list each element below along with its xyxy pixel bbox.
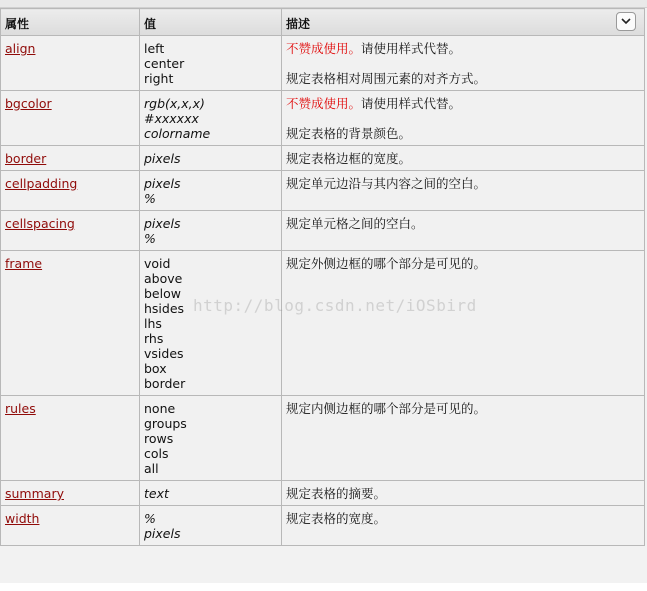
value-cell [140, 481, 282, 506]
description-line [286, 486, 640, 501]
value-item: rgb(x,x,x) [144, 96, 205, 111]
attribute-link-cellspacing[interactable]: cellspacing [5, 216, 75, 231]
description-line [286, 41, 640, 56]
table-row [1, 506, 645, 546]
value-item: % [144, 231, 156, 246]
table-row [1, 251, 645, 396]
description-text: 规定表格的背景颜色。 [286, 126, 412, 141]
value-cell [140, 506, 282, 546]
value-item: vsides [144, 346, 184, 361]
top-edge [0, 0, 647, 8]
attribute-link-bgcolor[interactable]: bgcolor [5, 96, 52, 111]
value-cell [140, 251, 282, 396]
header-value: 值 [140, 9, 282, 36]
value-item: % [144, 511, 156, 526]
value-cell [140, 146, 282, 171]
watermark: http://blog.csdn.net/iOSbird [193, 296, 477, 315]
description-line [286, 126, 640, 141]
header-attribute: 属性 [1, 9, 140, 36]
value-item: rows [144, 431, 174, 446]
description-text: 规定表格的摘要。 [286, 486, 387, 501]
attribute-cell [1, 481, 140, 506]
description-line [286, 216, 640, 231]
description-text: 规定表格的宽度。 [286, 511, 387, 526]
value-item: colorname [144, 126, 211, 141]
value-item: pixels [144, 176, 181, 191]
description-line [286, 176, 640, 191]
description-line [286, 151, 640, 166]
value-item: cols [144, 446, 169, 461]
description-line [286, 71, 640, 86]
value-item: rhs [144, 331, 164, 346]
value-item: center [144, 56, 185, 71]
description-line [286, 256, 640, 271]
description-text: 规定单元边沿与其内容之间的空白。 [286, 176, 487, 191]
description-cell [282, 211, 645, 251]
description-text: 请使用样式代替。 [361, 96, 462, 111]
value-item: box [144, 361, 167, 376]
description-cell [282, 396, 645, 481]
table-row [1, 396, 645, 481]
value-item: % [144, 191, 156, 206]
value-cell [140, 91, 282, 146]
description-text: 规定表格相对周围元素的对齐方式。 [286, 71, 487, 86]
description-text: 请使用样式代替。 [361, 41, 462, 56]
value-item: left [144, 41, 165, 56]
value-cell [140, 396, 282, 481]
value-item: border [144, 376, 186, 391]
attribute-cell [1, 91, 140, 146]
table-header-row [1, 9, 645, 36]
chevron-down-icon [621, 18, 631, 25]
description-text: 规定外侧边框的哪个部分是可见的。 [286, 256, 487, 271]
description-cell [282, 146, 645, 171]
description-line [286, 96, 640, 111]
value-item: pixels [144, 151, 181, 166]
deprecated-warning: 不赞成使用。 [286, 41, 362, 56]
value-item: pixels [144, 526, 181, 541]
value-item: lhs [144, 316, 162, 331]
description-text: 规定单元格之间的空白。 [286, 216, 424, 231]
description-cell [282, 481, 645, 506]
value-item: all [144, 461, 159, 476]
table-row [1, 211, 645, 251]
description-cell [282, 36, 645, 91]
attribute-link-cellpadding[interactable]: cellpadding [5, 176, 78, 191]
table-row [1, 481, 645, 506]
table-row [1, 146, 645, 171]
description-text: 规定表格边框的宽度。 [286, 151, 412, 166]
value-item: pixels [144, 216, 181, 231]
attribute-link-border[interactable]: border [5, 151, 47, 166]
deprecated-warning: 不赞成使用。 [286, 96, 362, 111]
value-item: above [144, 271, 183, 286]
attributes-table [0, 8, 645, 546]
attribute-link-align[interactable]: align [5, 41, 36, 56]
value-item: right [144, 71, 174, 86]
description-line [286, 511, 640, 526]
value-item: groups [144, 416, 187, 431]
attribute-cell [1, 211, 140, 251]
attribute-cell [1, 506, 140, 546]
value-item: none [144, 401, 176, 416]
table-row [1, 171, 645, 211]
attribute-cell [1, 251, 140, 396]
attribute-link-summary[interactable]: summary [5, 486, 64, 501]
value-item: void [144, 256, 171, 271]
attribute-link-width[interactable]: width [5, 511, 40, 526]
attribute-link-rules[interactable]: rules [5, 401, 36, 416]
value-item: text [144, 486, 169, 501]
header-description: 描述 [282, 9, 645, 36]
value-item: below [144, 286, 181, 301]
description-text: 规定内侧边框的哪个部分是可见的。 [286, 401, 487, 416]
table-row [1, 36, 645, 91]
value-item: hsides [144, 301, 185, 316]
table-row [1, 91, 645, 146]
value-cell [140, 36, 282, 91]
attribute-cell [1, 36, 140, 91]
value-item: #xxxxxx [144, 111, 199, 126]
value-cell [140, 211, 282, 251]
description-cell [282, 506, 645, 546]
description-line [286, 401, 640, 416]
attribute-cell [1, 146, 140, 171]
value-cell [140, 171, 282, 211]
dropdown-button[interactable] [616, 12, 636, 31]
description-cell [282, 171, 645, 211]
attribute-link-frame[interactable]: frame [5, 256, 43, 271]
attribute-cell [1, 396, 140, 481]
attribute-cell [1, 171, 140, 211]
description-cell [282, 91, 645, 146]
description-cell [282, 251, 645, 396]
bottom-edge [0, 583, 647, 591]
